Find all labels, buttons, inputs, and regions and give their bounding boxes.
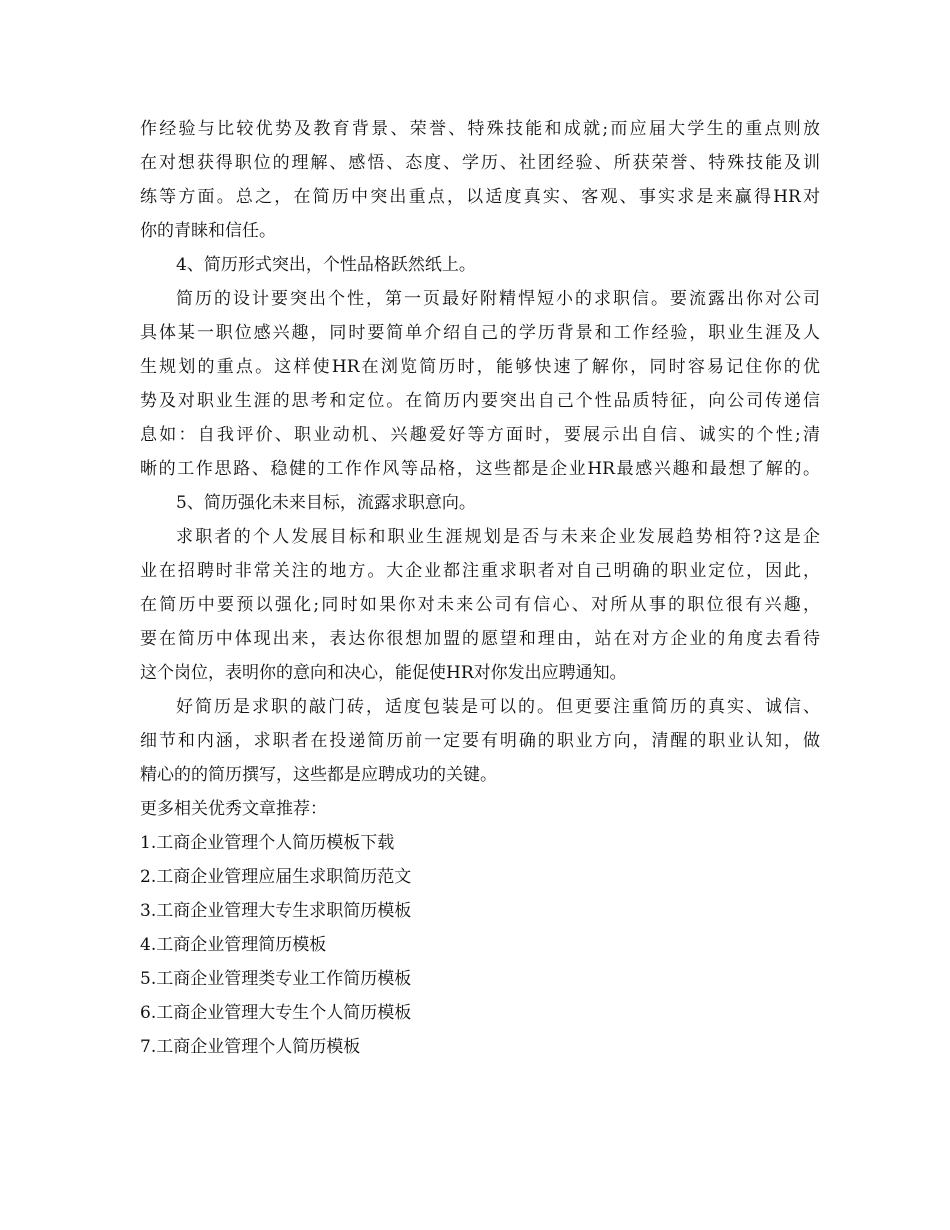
- paragraph-line: 求职者的个人发展目标和职业生涯规划是否与未来企业发展趋势相符?这是企: [176, 527, 820, 547]
- recommend-title: 更多相关优秀文章推荐：: [140, 799, 327, 819]
- document-page: [140, 112, 820, 1064]
- recommend-link[interactable]: 6.工商企业管理大专生个人简历模板: [140, 1003, 412, 1023]
- section-heading: 4、简历形式突出，个性品格跃然纸上。: [176, 255, 476, 275]
- paragraph-line: 细节和内涵，求职者在投递简历前一定要有明确的职业方向，清醒的职业认知，做: [140, 731, 820, 751]
- paragraph-line: 生规划的重点。这样使HR在浏览简历时，能够快速了解你，同时容易记住你的优: [140, 357, 820, 377]
- recommend-section: [140, 792, 820, 1064]
- paragraph-line: 练等方面。总之，在简历中突出重点，以适度真实、客观、事实求是来赢得HR对: [140, 187, 820, 207]
- article-body: [140, 112, 820, 792]
- paragraph-line: 好简历是求职的敲门砖，适度包装是可以的。但更要注重简历的真实、诚信、: [176, 697, 820, 717]
- paragraph-line: 精心的的简历撰写，这些都是应聘成功的关键。: [140, 765, 497, 785]
- paragraph-line: 你的青睐和信任。: [140, 221, 276, 241]
- paragraph-line: 业在招聘时非常关注的地方。大企业都注重求职者对自己明确的职业定位，因此，: [140, 561, 820, 581]
- recommend-link[interactable]: 1.工商企业管理个人简历模板下载: [140, 833, 395, 853]
- recommend-link[interactable]: 3.工商企业管理大专生求职简历模板: [140, 901, 412, 921]
- paragraph-line: 在简历中要预以强化;同时如果你对未来公司有信心、对所从事的职位很有兴趣，: [140, 595, 820, 615]
- recommend-link[interactable]: 5.工商企业管理类专业工作简历模板: [140, 969, 412, 989]
- section-heading: 5、简历强化未来目标，流露求职意向。: [176, 493, 476, 513]
- recommend-link[interactable]: 4.工商企业管理简历模板: [140, 935, 327, 955]
- paragraph-line: 要在简历中体现出来，表达你很想加盟的愿望和理由，站在对方企业的角度去看待: [140, 629, 820, 649]
- recommend-link[interactable]: 2.工商企业管理应届生求职简历范文: [140, 867, 412, 887]
- paragraph-line: 势及对职业生涯的思考和定位。在简历内要突出自己个性品质特征，向公司传递信: [140, 391, 820, 411]
- paragraph-line: 这个岗位，表明你的意向和决心，能促使HR对你发出应聘通知。: [140, 663, 627, 683]
- paragraph-line: 在对想获得职位的理解、感悟、态度、学历、社团经验、所获荣誉、特殊技能及训: [140, 153, 820, 173]
- recommend-link[interactable]: 7.工商企业管理个人简历模板: [140, 1037, 361, 1057]
- paragraph-line: 息如：自我评价、职业动机、兴趣爱好等方面时，要展示出自信、诚实的个性;清: [140, 425, 820, 445]
- paragraph-line: 晰的工作思路、稳健的工作作风等品格，这些都是企业HR最感兴趣和最想了解的。: [140, 459, 820, 479]
- paragraph-line: 作经验与比较优势及教育背景、荣誉、特殊技能和成就;而应届大学生的重点则放: [140, 119, 820, 139]
- paragraph-line: 具体某一职位感兴趣，同时要简单介绍自己的学历背景和工作经验，职业生涯及人: [140, 323, 820, 343]
- paragraph-line: 简历的设计要突出个性，第一页最好附精悍短小的求职信。要流露出你对公司: [176, 289, 820, 309]
